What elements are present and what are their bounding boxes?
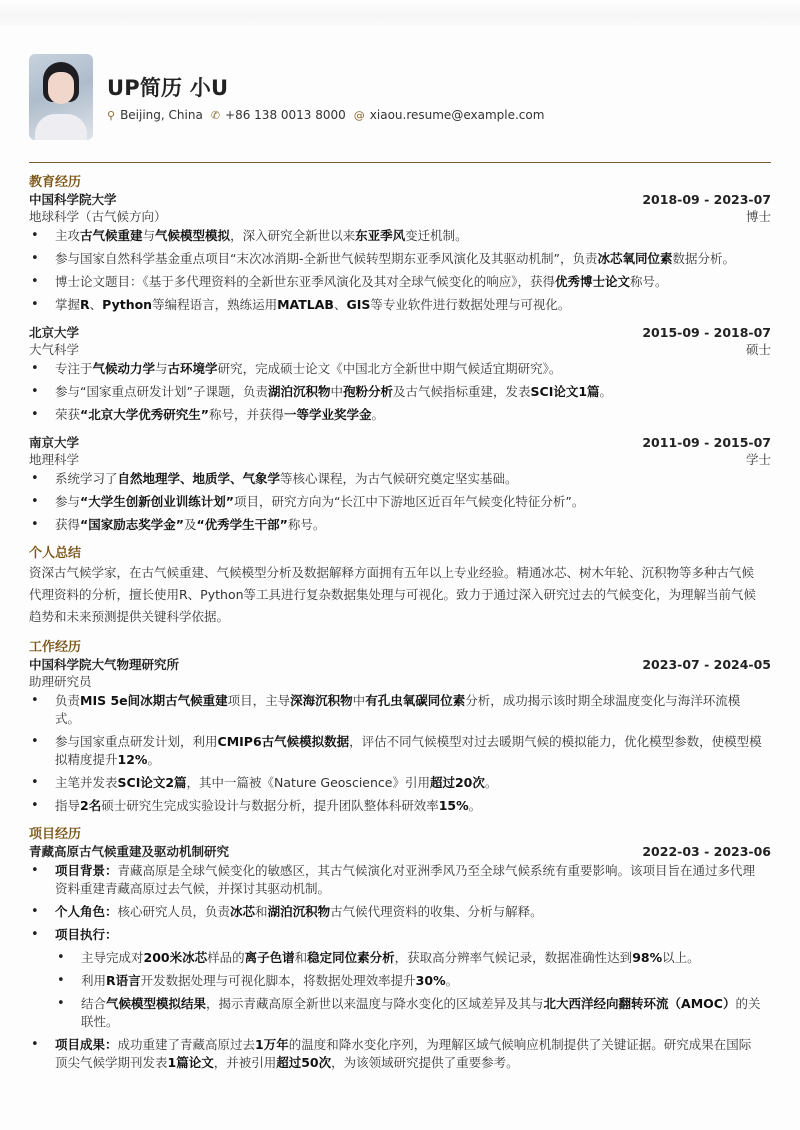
candidate-name: UP简历 小U xyxy=(107,76,229,100)
header-info xyxy=(107,72,552,122)
entry-date: 2015-09 - 2018-07 xyxy=(642,325,771,340)
entry-header xyxy=(29,191,771,208)
bullet-list xyxy=(29,227,771,314)
email-link[interactable]: xiaou.resume@example.com xyxy=(369,108,545,122)
entry-subtitle: 地理科学 xyxy=(29,452,80,467)
bullet-item: • 主笔并发表SCI论文2篇，其中一篇被《Nature Geoscience》引用超过20次。 xyxy=(29,774,771,792)
bullet-list xyxy=(29,862,771,1072)
avatar xyxy=(29,54,93,140)
entry xyxy=(29,656,771,815)
entry xyxy=(29,843,771,1072)
entry xyxy=(29,324,771,424)
section-title: 项目经历 xyxy=(29,827,82,842)
entry-subtitle: 助理研究员 xyxy=(29,674,92,689)
location-text: Beijing, China xyxy=(120,108,203,122)
bullet-item: • 获得“国家励志奖学金”及“优秀学生干部”称号。 xyxy=(29,516,771,534)
bullet-item: • 博士论文题目：《基于多代理资料的全新世东亚季风演化及其对全球气候变化的响应》，获得优秀博士论文称号。 xyxy=(29,273,771,291)
section-title: 教育经历 xyxy=(29,175,82,190)
summary-text: 资深古气候学家，在古气候重建、气候模型分析及数据解释方面拥有五年以上专业经验。精通冰芯、树木年轮、沉积物等多种古气候代理资料的分析，擅长使用R、Python等工具进行复杂数据集处理与可视化。致力于通过深入研究过去的气候变化，为理解当前气候趋势和未来预测提供关键科学依据。 xyxy=(29,565,757,624)
entry-subheader xyxy=(29,673,771,690)
entry-subtitle: 大气科学 xyxy=(29,342,80,357)
phone-text: +86 138 0013 8000 xyxy=(225,108,346,122)
entry-subtitle: 地球科学（古气候方向） xyxy=(29,209,167,224)
bullet-item: • 结合气候模型模拟结果，揭示青藏高原全新世以来温度与降水变化的区域差异及其与北大西洋经向翻转环流（AMOC）的关联性。 xyxy=(29,995,771,1031)
bullet-item: • 个人角色：核心研究人员，负责冰芯和湖泊沉积物古气候代理资料的收集、分析与解释。 xyxy=(29,903,771,921)
bullet-item: • 参与国家重点研发计划，利用CMIP6古气候模拟数据，评估不同气候模型对过去暖期气候的模拟能力，优化模型参数，使模型模拟精度提升12%。 xyxy=(29,733,771,769)
contact-info xyxy=(107,108,552,122)
entry xyxy=(29,191,771,314)
bullet-item: • 参与“大学生创新创业训练计划”项目，研究方向为“长江中下游地区近百年气候变化特征分析”。 xyxy=(29,493,771,511)
phone-icon: ✆ xyxy=(210,108,221,122)
entry-title: 青藏高原古气候重建及驱动机制研究 xyxy=(29,844,230,859)
entry-subheader xyxy=(29,341,771,358)
entry-degree: 学士 xyxy=(745,452,771,467)
projects-section xyxy=(29,827,771,1072)
entry-degree: 硕士 xyxy=(745,342,771,357)
entry-title: 中国科学院大气物理研究所 xyxy=(29,657,180,672)
entry-title: 北京大学 xyxy=(29,325,80,340)
bullet-item: • 负责MIS 5e间冰期古气候重建项目，主导深海沉积物中有孔虫氧碳同位素分析，成功揭示该时期全球温度变化与海洋环流模式。 xyxy=(29,692,771,728)
bullet-list xyxy=(29,470,771,534)
entry-degree: 博士 xyxy=(745,209,771,224)
bullet-item: • 主攻古气候重建与气候模型模拟，深入研究全新世以来东亚季风变迁机制。 xyxy=(29,227,771,245)
entry-date: 2011-09 - 2015-07 xyxy=(642,435,771,450)
section-title: 工作经历 xyxy=(29,640,82,655)
bullet-item: • 掌握R、Python等编程语言，熟练运用MATLAB、GIS等专业软件进行数据处理与可视化。 xyxy=(29,296,771,314)
bullet-item: • 荣获“北京大学优秀研究生”称号，并获得一等学业奖学金。 xyxy=(29,406,771,424)
entry-title: 南京大学 xyxy=(29,435,80,450)
contact-email xyxy=(354,108,545,122)
location-pin-icon: ⚲ xyxy=(107,108,116,122)
at-icon: @ xyxy=(353,108,365,122)
entry-subheader xyxy=(29,451,771,468)
entry-subheader xyxy=(29,208,771,225)
entry-header xyxy=(29,324,771,341)
bullet-item: • 项目成果：成功重建了青藏高原过去1万年的温度和降水变化序列，为理解区域气候响应机制提供了关键证据。研究成果在国际顶尖气候学期刊发表1篇论文，并被引用超过50次，为该领域研究提供了重要参考。 xyxy=(29,1036,771,1072)
entry-date: 2022-03 - 2023-06 xyxy=(642,844,771,859)
work-section xyxy=(29,640,771,815)
bullet-list xyxy=(29,692,771,815)
resume-page xyxy=(0,26,800,1072)
education-section xyxy=(29,175,771,534)
bullet-item: • 系统学习了自然地理学、地质学、气象学等核心课程，为古气候研究奠定坚实基础。 xyxy=(29,470,771,488)
entry-header xyxy=(29,434,771,451)
bullet-item: • 指导2名硕士研究生完成实验设计与数据分析，提升团队整体科研效率15%。 xyxy=(29,797,771,815)
bullet-item: • 参与国家自然科学基金重点项目“末次冰消期-全新世气候转型期东亚季风演化及其驱动机制”，负责冰芯氧同位素数据分析。 xyxy=(29,250,771,268)
section-title: 个人总结 xyxy=(29,546,82,561)
bullet-item: • 项目背景：青藏高原是全球气候变化的敏感区，其古气候演化对亚洲季风乃至全球气候系统有重要影响。该项目旨在通过多代理资料重建青藏高原过去气候，并探讨其驱动机制。 xyxy=(29,862,771,898)
entry-header xyxy=(29,656,771,673)
top-bar xyxy=(0,0,800,26)
bullet-item: • 项目执行： xyxy=(29,926,771,944)
entry-date: 2023-07 - 2024-05 xyxy=(642,657,771,672)
contact-phone xyxy=(211,108,346,122)
bullet-item: • 利用R语言开发数据处理与可视化脚本，将数据处理效率提升30%。 xyxy=(29,972,771,990)
resume-header xyxy=(29,26,771,140)
bullet-item: • 主导完成对200米冰芯样品的离子色谱和稳定同位素分析，获取高分辨率气候记录，数据准确性达到98%以上。 xyxy=(29,949,771,967)
bullet-item: • 专注于气候动力学与古环境学研究，完成硕士论文《中国北方全新世中期气候适宜期研究》。 xyxy=(29,360,771,378)
bullet-list xyxy=(29,360,771,424)
contact-location xyxy=(107,108,203,122)
entry-header xyxy=(29,843,771,860)
header-divider xyxy=(29,162,771,163)
summary-section xyxy=(29,546,771,628)
entry-title: 中国科学院大学 xyxy=(29,192,117,207)
entry-date: 2018-09 - 2023-07 xyxy=(642,192,771,207)
bullet-item: • 参与“国家重点研发计划”子课题，负责湖泊沉积物中孢粉分析及古气候指标重建，发表SCI论文1篇。 xyxy=(29,383,771,401)
entry xyxy=(29,434,771,534)
